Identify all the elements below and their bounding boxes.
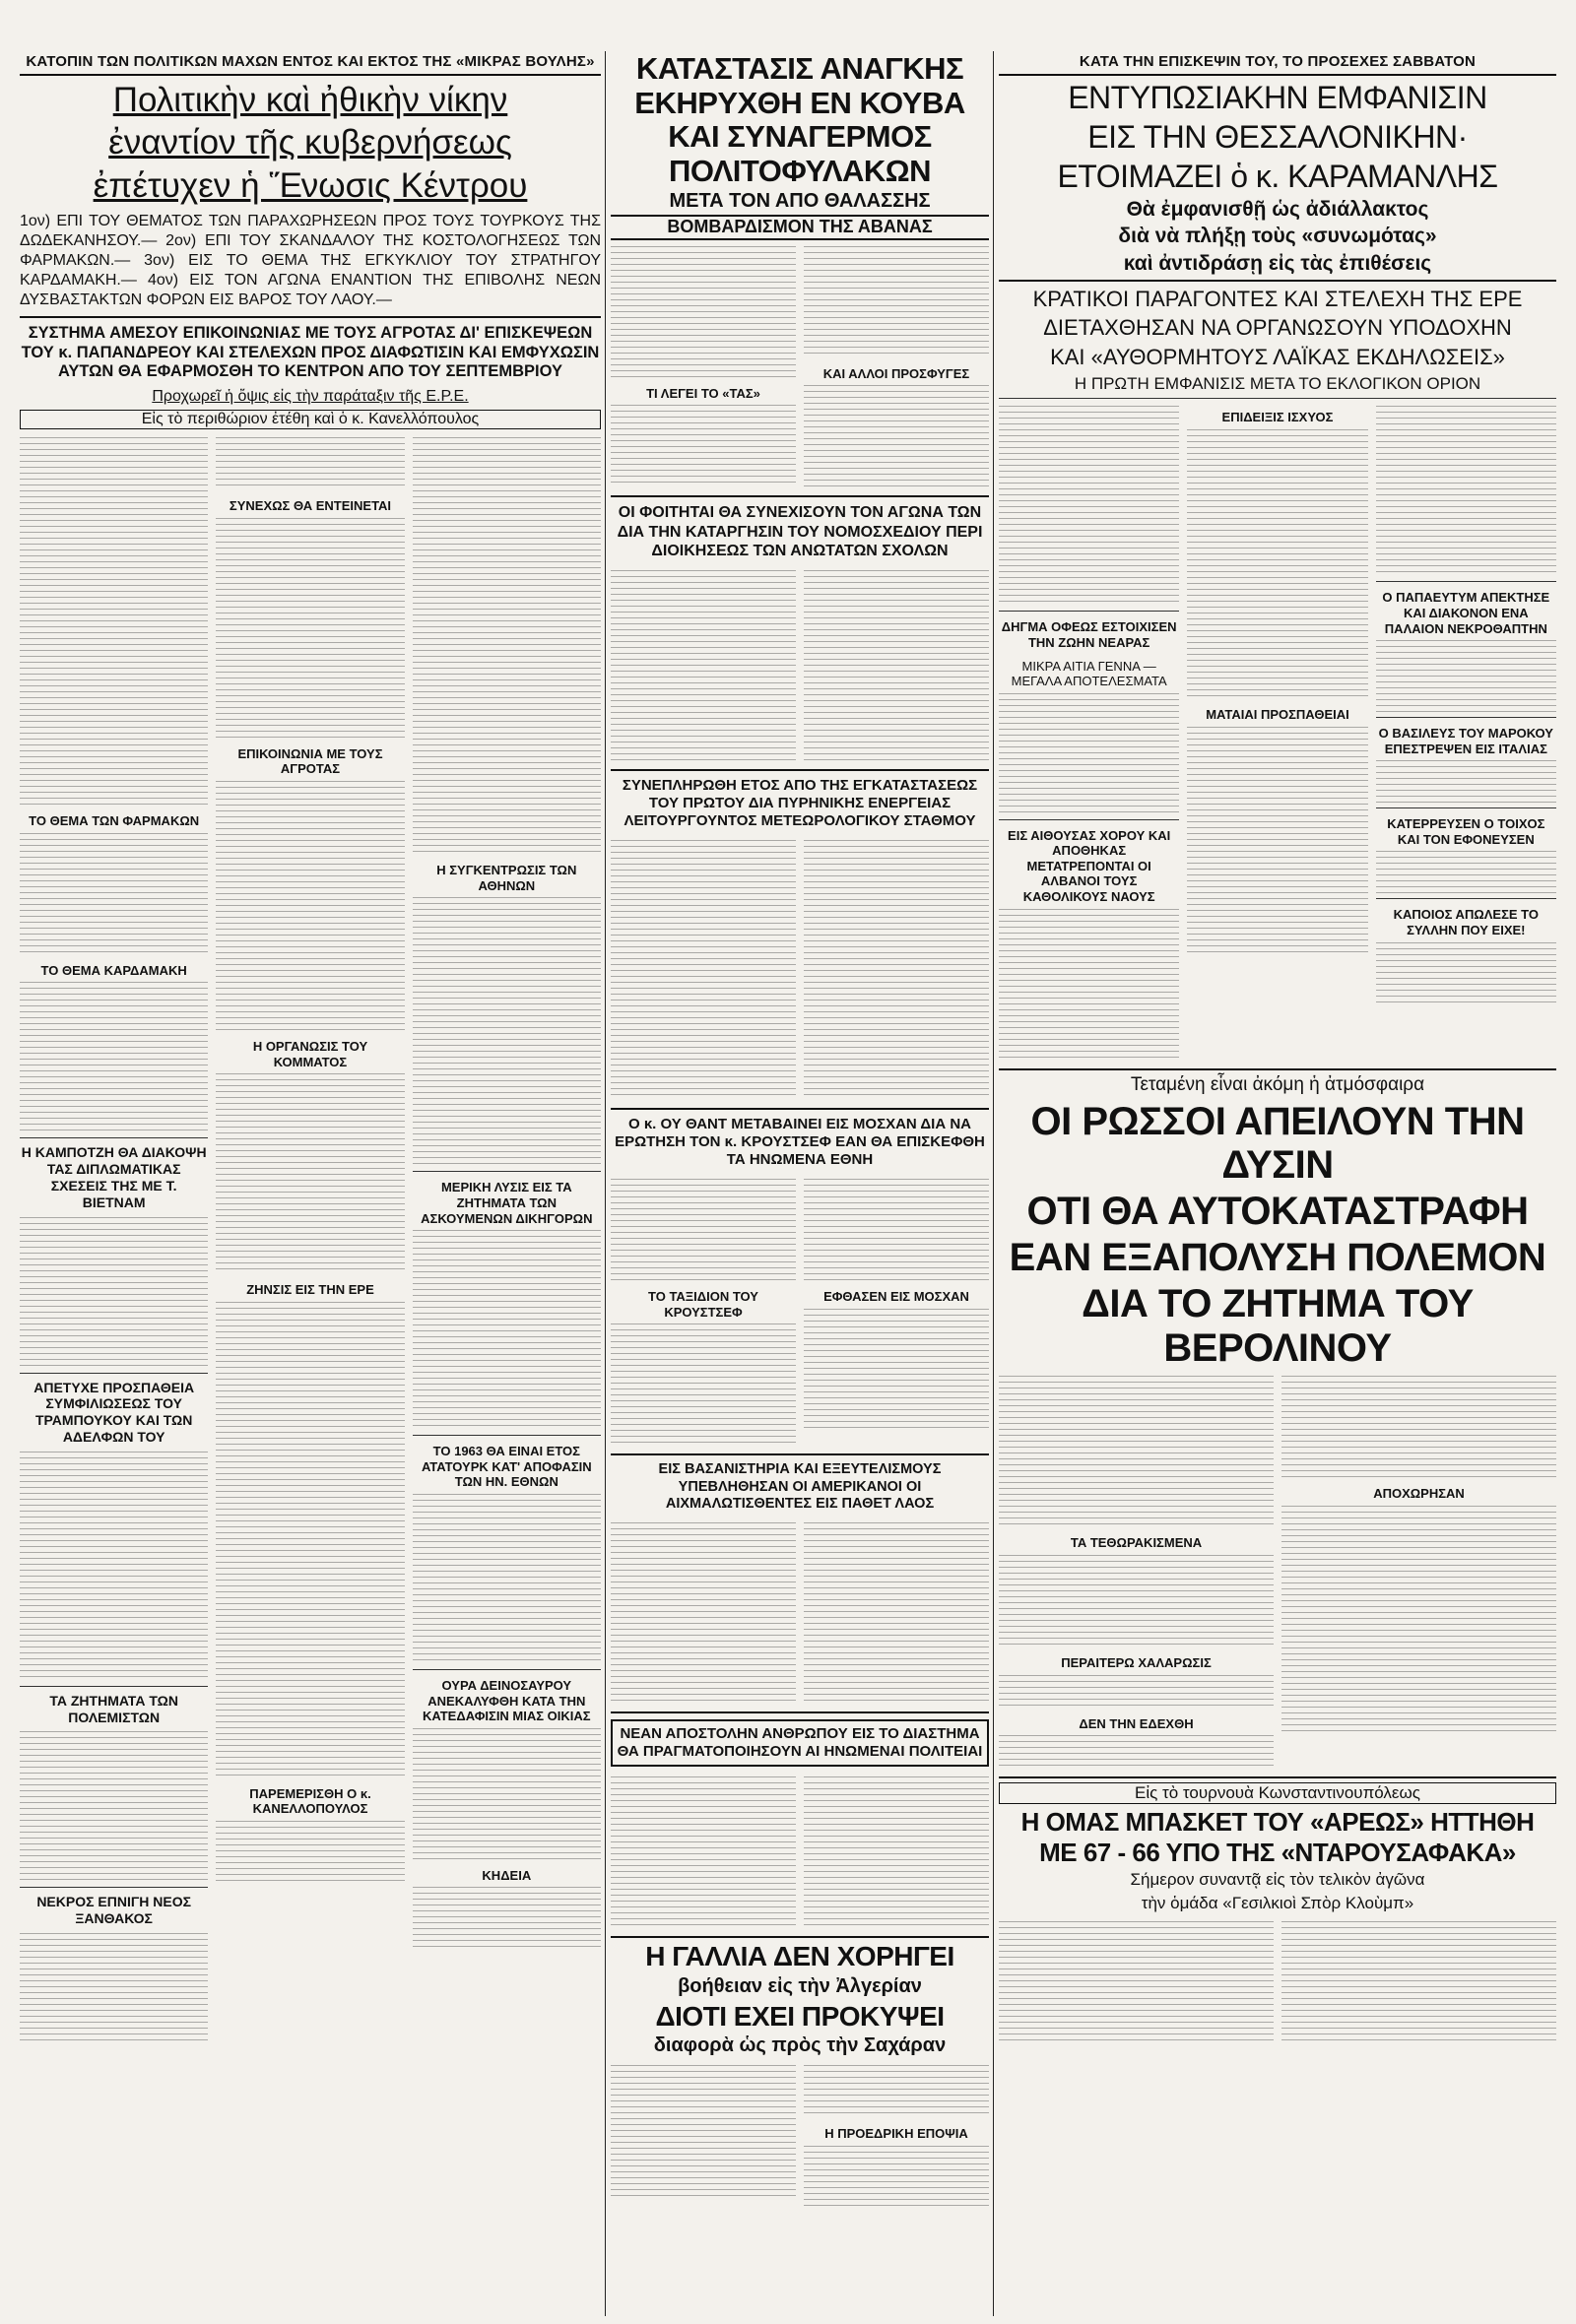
section-mataiai: ΜΑΤΑΙΑΙ ΠΡΟΣΠΑΘΕΙΑΙ [1206, 706, 1349, 722]
headline-trampoukou: ΑΠΕΤΥΧΕ ΠΡΟΣΠΑΘΕΙΑ ΣΥΜΦΙΛΙΩΣΕΩΣ ΤΟΥ ΤΡΑΜΠΟΥΚΟΥ ΚΑΙ ΤΩΝ ΑΔΕΛΦΩΝ ΤΟΥ [33, 1379, 195, 1446]
article-body [216, 518, 404, 739]
article-body [1281, 1376, 1556, 1478]
right-subcolumns-1 [999, 402, 1556, 1064]
headline-deinosaurou: ΟΥΡΑ ΔΕΙΝΟΣΑΥΡΟΥ ΑΝΕΚΑΛΥΦΘΗ ΚΑΤΑ ΤΗΝ ΚΑΤΕΔΑΦΙΣΙΝ ΜΙΑΣ ΟΙΚΙΑΣ [423, 1678, 591, 1724]
section-alloi-prosfyges: ΚΑΙ ΑΛΛΟΙ ΠΡΟΣΦΥΓΕΣ [822, 365, 970, 381]
article-body [413, 1230, 601, 1431]
section-farmakon: ΤΟ ΘΕΜΑ ΤΩΝ ΦΑΡΜΑΚΩΝ [29, 813, 200, 829]
headline-entyposiaki-2: ΕΙΣ ΤΗΝ ΘΕΣΣΑΛΟΝΙΚΗΝ· [1087, 118, 1468, 155]
right-subcolumns-2 [999, 1372, 1556, 1773]
headline-ataturk: ΤΟ 1963 ΘΑ ΕΙΝΑΙ ΕΤΟΣ ΑΤΑΤΟΥΡΚ ΚΑΤ' ΑΠΟΦΑΣΙΝ ΤΩΝ ΗΝ. ΕΘΝΩΝ [421, 1444, 592, 1490]
subhead-simeron-2: τὴν ὁμάδα «Γεσιλκιοὶ Σπὸρ Κλοὺμπ» [1141, 1894, 1414, 1913]
section-ere: ΖΗΝΣΙΣ ΕΙΣ ΤΗΝ ΕΡΕ [246, 1282, 374, 1298]
article-body [804, 385, 989, 487]
article-body [804, 246, 989, 358]
headline-rossoi-2: ΟΤΙ ΘΑ ΑΥΤΟΚΑΤΑΣΤΡΑΦΗ [1026, 1190, 1529, 1234]
subhead-vomvardismon: ΒΟΜΒΑΡΔΙΣΜΟΝ ΤΗΣ ΑΒΑΝΑΣ [611, 215, 989, 240]
headline-toixos: ΚΑΤΕΡΡΕΥΣΕΝ Ο ΤΟΙΧΟΣ ΚΑΙ ΤΟΝ ΕΦΟΝΕΥΣΕΝ [1387, 816, 1545, 847]
article-body [20, 1217, 208, 1369]
section-efthasen: ΕΦΘΑΣΕΝ ΕΙΣ ΜΟΣΧΑΝ [823, 1288, 969, 1304]
section-kideia: ΚΗΔΕΙΑ [482, 1867, 532, 1883]
article-body [216, 437, 404, 490]
subhead-proti-emfanisis: Η ΠΡΩΤΗ ΕΜΦΑΝΙΣΙΣ ΜΕΤΑ ΤΟ ΕΚΛΟΓΙΚΟΝ ΟΡΙΟΝ [1074, 374, 1481, 394]
article-body [999, 1675, 1274, 1709]
headline-kapoios: ΚΑΠΟΙΟΣ ΑΠΩΛΕΣΕ ΤΟ ΣΥΛΛΗΝ ΠΟΥ ΕΙΧΕ! [1393, 907, 1539, 938]
article-body [804, 1309, 989, 1431]
subhead-meta-ton: ΜΕΤΑ ΤΟΝ ΑΠΟ ΘΑΛΑΣΣΗΣ [669, 190, 931, 213]
headline-kratikoi-3: ΚΑΙ «ΑΥΘΟΡΜΗΤΟΥΣ ΛΑΪΚΑΣ ΕΚΔΗΛΩΣΕΙΣ» [1050, 344, 1505, 369]
section-taxidion-krouststef: ΤΟ ΤΑΞΙΔΙΟΝ ΤΟΥ ΚΡΟΥΣΤΣΕΦ [648, 1288, 758, 1320]
headline-aithousas: ΕΙΣ ΑΙΘΟΥΣΑΣ ΧΟΡΟΥ ΚΑΙ ΑΠΟΘΗΚΑΣ ΜΕΤΑΤΡΕΠΟΝΤΑΙ ΟΙ ΑΛΒΑΝΟΙ ΤΟΥΣ ΚΑΘΟΛΙΚΟΥΣ ΝΑΟΥΣ [1008, 827, 1171, 905]
subhead-tournoua: Εἰς τὸ τουρνουὰ Κωνσταντινουπόλεως [999, 1782, 1556, 1804]
headline-katastasis-3: ΚΑΙ ΣΥΝΑΓΕΡΜΟΣ [668, 119, 932, 155]
article-body [611, 246, 796, 378]
headline-xanthakos: ΝΕΚΡΟΣ ΕΠΝΙΓΗ ΝΕΟΣ ΞΑΝΘΑΚΟΣ [36, 1894, 191, 1927]
headline-gallia-2: βοήθειαν εἰς τὴν Ἀλγερίαν [678, 1974, 922, 1997]
subhead-proxorei: Προχωρεῖ ἡ ὄψις εἰς τὴν παράταξιν τῆς Ε.Ρ.Ε. [152, 388, 469, 406]
subhead-tetamenh: Τεταμένη εἶναι ἀκόμη ἡ ἀτμόσφαιρα [1130, 1073, 1425, 1095]
headline-katastasis-1: ΚΑΤΑΣΤΑΣΙΣ ΑΝΑΓΚΗΣ [635, 51, 964, 86]
section-organosis: Η ΟΡΓΑΝΩΣΙΣ ΤΟΥ ΚΟΜΜΑΤΟΣ [252, 1039, 368, 1069]
headline-entyposiaki-1: ΕΝΤΥΠΩΣΙΑΚΗΝ ΕΜΦΑΝΙΣΙΝ [1068, 80, 1487, 115]
headline-foitites: ΟΙ ΦΟΙΤΗΤΑΙ ΘΑ ΣΥΝΕΧΙΣΟΥΝ ΤΟΝ ΑΓΩΝΑ ΤΩΝ ΔΙΑ ΤΗΝ ΚΑΤΑΡΓΗΣΙΝ ΤΟΥ ΝΟΜΟΣΧΕΔΙΟΥ ΠΕΡΙ ΔΙΟΙΚΗΣΕΩΣ ΤΩΝ ΑΝΩΤΑΤΩΝ ΣΧΟΛΩΝ [617, 504, 983, 559]
headline-katastasis-4: ΠΟΛΙΤΟΦΥΛΑΚΩΝ [668, 153, 932, 188]
kicker-episkepsin: ΚΑΤΑ ΤΗΝ ΕΠΙΣΚΕΨΙΝ ΤΟΥ, ΤΟ ΠΡΟΣΕΧΕΣ ΣΑΒΒΑΤΟΝ [1079, 53, 1477, 70]
list-points: 1ον) ΕΠΙ ΤΟΥ ΘΕΜΑΤΟΣ ΤΩΝ ΠΑΡΑΧΩΡΗΣΕΩΝ ΠΡΟΣ ΤΟΥΣ ΤΟΥΡΚΟΥΣ ΤΗΣ ΔΩΔΕΚΑΝΗΣΟΥ.— 2ον) ΕΠΙ ΤΟΥ ΣΚΑΝΔΑΛΟΥ ΤΗΣ ΚΟΣΤΟΛΟΓΗΣΕΩΣ ΤΩΝ ΦΑΡΜΑΚΩΝ.— 3ον) ΕΙΣ ΤΟ ΘΕΜΑ ΤΗΣ ΕΓΚΥΚΛΙΟΥ ΤΟΥ ΣΤΡΑΤΗΓΟΥ ΚΑΡΔΑΜΑΚΗ.— 4ον) ΕΙΣ ΤΟΝ ΑΓΩΝΑ ΕΝΑΝΤΙΟΝ ΤΗΣ ΕΠΙΒΟΛΗΣ ΝΕΩΝ ΔΥΣΒΑΣΤΑΚΤΩΝ ΦΟΡΩΝ ΕΙΣ ΒΑΡΟΣ ΤΟΥ ΛΑΟΥ.— [20, 212, 601, 308]
left-subcol-c [413, 433, 601, 2049]
section-apoxorisan: ΑΠΟΧΩΡΗΣΑΝ [1373, 1486, 1465, 1502]
section-edexthi: ΔΕΝ ΤΗΝ ΕΔΕΧΘΗ [1079, 1715, 1194, 1731]
headline-kratikoi-1: ΚΡΑΤΙΚΟΙ ΠΑΡΑΓΟΝΤΕΣ ΚΑΙ ΣΤΕΛΕΧΗ ΤΗΣ ΕΡΕ [1032, 286, 1523, 311]
headline-ou-thant: Ο κ. ΟΥ ΘΑΝΤ ΜΕΤΑΒΑΙΝΕΙ ΕΙΣ ΜΟΣΧΑΝ ΔΙΑ ΝΑ ΕΡΩΤΗΣΗ ΤΟΝ κ. ΚΡΟΥΣΤΣΕΦ ΕΑΝ ΘΑ ΕΠΙΣΚΕΦΘΗ ΤΑ ΗΝΩΜΕΝΑ ΕΘΝΗ [615, 1115, 985, 1168]
headline-katastasis-2: ΕΚΗΡΥΧΘΗ ΕΝ ΚΟΥΒΑ [634, 85, 965, 120]
section-synexos: ΣΥΝΕΧΩΣ ΘΑ ΕΝΤΕΙΝΕΤΑΙ [229, 498, 392, 514]
article-body [413, 1887, 601, 1950]
headline-digma: ΔΗΓΜΑ ΟΦΕΩΣ ΕΣΤΟΙΧΙΣΕΝ ΤΗΝ ΖΩΗΝ ΝΕΑΡΑΣ [1001, 619, 1177, 650]
section-synkentrosis: Η ΣΥΓΚΕΝΤΡΩΣΙΣ ΤΩΝ ΑΘΗΝΩΝ [436, 863, 577, 893]
section-epideixis: ΕΠΙΔΕΙΞΙΣ ΙΣΧΥΟΣ [1221, 410, 1334, 425]
headline-systima: ΣΥΣΤΗΜΑ ΑΜΕΣΟΥ ΕΠΙΚΟΙΝΩΝΙΑΣ ΜΕ ΤΟΥΣ ΑΓΡΟΤΑΣ ΔΙ' ΕΠΙΣΚΕΨΕΩΝ ΤΟΥ κ. ΠΑΠΑΝΔΡΕΟΥ ΚΑΙ ΣΤΕΛΕΧΩΝ ΠΡΟΣ ΔΙΑΦΩΤΙΣΙΝ ΚΑΙ ΕΜΦΥΧΩΣΙΝ ΑΥΤΩΝ ΘΑ ΕΦΑΡΜΟΣΘΗ ΤΟ ΚΕΝΤΡΟΝ ΑΠΟ ΤΟΥ ΣΕΠΤΕΜΒΡΙΟΥ [21, 323, 600, 381]
article-body [999, 693, 1179, 815]
article-body [413, 437, 601, 855]
article-body [611, 2065, 796, 2197]
article-body [1376, 406, 1556, 577]
subhead-adiallaktos-2: διὰ νὰ πλήξῃ τοὺς «συνωμότας» [1118, 225, 1437, 248]
article-body [999, 1376, 1274, 1527]
article-body [20, 437, 208, 806]
headline-rossoi-3: ΕΑΝ ΕΞΑΠΟΛΥΣΗ ΠΟΛΕΜΟΝ [1009, 1236, 1546, 1280]
headline-kratikoi-2: ΔΙΕΤΑΧΘΗΣΑΝ ΝΑ ΟΡΓΑΝΩΣΟΥΝ ΥΠΟΔΟΧΗΝ [1043, 315, 1512, 341]
section-agrotas: ΕΠΙΚΟΙΝΩΝΙΑ ΜΕ ΤΟΥΣ ΑΓΡΟΤΑΣ [237, 745, 383, 777]
article-body [20, 982, 208, 1133]
article-body [999, 1921, 1274, 2043]
article-body [413, 1494, 601, 1665]
middle-subcolumns-1 [611, 242, 989, 492]
left-column [20, 51, 601, 2316]
article-body [999, 406, 1179, 607]
headline-mpasket-2: ΜΕ 67 - 66 ΥΠΟ ΤΗΣ «ΝΤΑΡΟΥΣΑΦΑΚΑ» [1039, 1837, 1516, 1867]
headline-gallia-4: διαφορὰ ὡς πρὸς τὴν Σαχάραν [653, 2034, 947, 2057]
headline-rossoi-1: ΟΙ ΡΩΣΣΟΙ ΑΠΕΙΛΟΥΝ ΤΗΝ ΔΥΣΙΝ [1030, 1099, 1525, 1188]
headline-mpasket-1: Η ΟΜΑΣ ΜΠΑΣΚΕΤ ΤΟΥ «ΑΡΕΩΣ» ΗΤΤΗΘΗ [1020, 1807, 1535, 1838]
section-tass: ΤΙ ΛΕΓΕΙ ΤΟ «ΤΑΣ» [646, 385, 760, 401]
headline-vasilevs-marokou: Ο ΒΑΣΙΛΕΥΣ ΤΟΥ ΜΑΡΟΚΟΥ ΕΠΕΣΤΡΕΨΕΝ ΕΙΣ ΙΤΑΛΙΑΣ [1378, 726, 1553, 756]
headline-politiki-niki-1: Πολιτικὴν καὶ ἠθικὴν νίκην [112, 81, 508, 119]
article-body [611, 840, 796, 1100]
kicker-politikon-maxon: ΚΑΤΟΠΙΝ ΤΩΝ ΠΟΛΙΤΙΚΩΝ ΜΑΧΩΝ ΕΝΤΟΣ ΚΑΙ ΕΚΤΟΣ ΤΗΣ «ΜΙΚΡΑΣ ΒΟΥΛΗΣ» [26, 53, 595, 70]
article-body [1376, 760, 1556, 804]
article-body [20, 833, 208, 955]
article-body [216, 1073, 404, 1274]
left-subcolumns [20, 433, 601, 2049]
article-body [1376, 942, 1556, 1005]
article-body [216, 1302, 404, 1778]
middle-column [611, 51, 989, 2316]
article-body [611, 1179, 796, 1281]
article-body [611, 1776, 796, 1928]
article-body [804, 1179, 989, 1281]
article-body [1376, 851, 1556, 894]
section-proedriki: Η ΠΡΟΕΔΡΙΚΗ ΕΠΟΨΙΑ [824, 2126, 968, 2142]
section-kanellopoulos: ΠΑΡΕΜΕΡΙΣΘΗ Ο κ. ΚΑΝΕΛΛΟΠΟΥΛΟΣ [249, 1785, 371, 1817]
article-body [999, 909, 1179, 1061]
headline-gallia-3: ΔΙΟΤΙ ΕΧΕΙ ΠΡΟΚΥΨΕΙ [655, 2000, 945, 2032]
article-body [804, 2065, 989, 2118]
article-body [413, 1728, 601, 1860]
headline-politiki-niki-3: ἐπέτυχεν ἡ Ἕνωσις Κέντρου [93, 165, 528, 205]
article-body [804, 1776, 989, 1928]
headline-meriki-lysis: ΜΕΡΙΚΗ ΛΥΣΙΣ ΕΙΣ ΤΑ ΖΗΤΗΜΑΤΑ ΤΩΝ ΑΣΚΟΥΜΕΝΩΝ ΔΙΚΗΓΟΡΩΝ [421, 1180, 593, 1226]
section-peraitero: ΠΕΡΑΙΤΕΡΩ ΧΑΛΑΡΩΣΙΣ [1061, 1655, 1212, 1671]
middle-subcol-a [611, 242, 796, 492]
article-body [216, 1821, 404, 1884]
headline-metewrologikou: ΣΥΝΕΠΛΗΡΩΘΗ ΕΤΟΣ ΑΠΟ ΤΗΣ ΕΓΚΑΤΑΣΤΑΣΕΩΣ ΤΟΥ ΠΡΩΤΟΥ ΔΙΑ ΠΥΡΗΝΙΚΗΣ ΕΝΕΡΓΕΙΑΣ ΛΕΙΤΟΥΡΓΟΥΝΤΟΣ ΜΕΤΕΩΡΟΛΟΓΙΚΟΥ ΣΤΑΘΜΟΥ [622, 776, 978, 829]
article-body [20, 1452, 208, 1682]
article-body [611, 1522, 796, 1704]
headline-vasanistiria: ΕΙΣ ΒΑΣΑΝΙΣΤΗΡΙΑ ΚΑΙ ΕΞΕΥΤΕΛΙΣΜΟΥΣ ΥΠΕΒΛΗΘΗΣΑΝ ΟΙ ΑΜΕΡΙΚΑΝΟΙ ΟΙ ΑΙΧΜΑΛΩΤΙΣΘΕΝΤΕΣ ΕΙΣ ΠΑΘΕΤ ΛΑΟΣ [658, 1461, 942, 1512]
article-body [804, 1522, 989, 1704]
article-body [1376, 640, 1556, 713]
article-body [611, 570, 796, 761]
article-body [1281, 1506, 1556, 1736]
subhead-simeron-1: Σήμερον συναντᾷ εἰς τὸν τελικὸν ἀγῶνα [1130, 1870, 1425, 1890]
article-body [804, 570, 989, 761]
article-body [999, 1555, 1274, 1647]
left-subcol-a [20, 433, 208, 2049]
article-body [216, 781, 404, 1031]
article-body [20, 1933, 208, 2045]
article-body [611, 1323, 796, 1446]
headline-politiki-niki-2: ἐναντίον τῆς κυβερνήσεως [108, 123, 512, 162]
middle-subcol-b [804, 242, 989, 492]
subhead-adiallaktos-3: καὶ ἀντιδράσῃ εἰς τὰς ἐπιθέσεις [1123, 251, 1432, 275]
right-column [999, 51, 1556, 2316]
headline-nea-apostoli: ΝΕΑΝ ΑΠΟΣΤΟΛΗΝ ΑΝΘΡΩΠΟΥ ΕΙΣ ΤΟ ΔΙΑΣΤΗΜΑ ΘΑ ΠΡΑΓΜΑΤΟΠΟΙΗΣΟΥΝ ΑΙ ΗΝΩΜΕΝΑΙ ΠΟΛΙΤΕΙΑΙ [611, 1719, 989, 1767]
section-kardamaki: ΤΟ ΘΕΜΑ ΚΑΡΔΑΜΑΚΗ [40, 962, 187, 978]
article-body [999, 1735, 1274, 1769]
article-body [1187, 727, 1367, 957]
article-body [611, 405, 796, 487]
subhead-adiallaktos-1: Θὰ ἐμφανισθῇ ὡς ἀδιάλλακτος [1126, 198, 1429, 222]
newspaper-page [12, 51, 1564, 2316]
headline-papaeutym: Ο ΠΑΠΑΕΥΤΥΜ ΑΠΕΚΤΗΣΕ ΚΑΙ ΔΙΑΚΟΝΟΝ ΕΝΑ ΠΑΛΑΙΟΝ ΝΕΚΡΟΘΑΠΤΗΝ [1382, 590, 1550, 636]
article-body [804, 840, 989, 1100]
article-body [1281, 1921, 1556, 2043]
section-tethorakismena: ΤΑ ΤΕΘΩΡΑΚΙΣΜΕΝΑ [1070, 1535, 1203, 1551]
headline-gallia-1: Η ΓΑΛΛΙΑ ΔΕΝ ΧΟΡΗΓΕΙ [645, 1941, 954, 1972]
left-subcol-b [216, 433, 404, 2049]
article-body [413, 897, 601, 1167]
article-body [20, 1731, 208, 1883]
article-body [1187, 429, 1367, 699]
headline-mikra-aitia: ΜΙΚΡΑ ΑΙΤΙΑ ΓΕΝΝΑ — ΜΕΓΑΛΑ ΑΠΟΤΕΛΕΣΜΑΤΑ [1011, 658, 1167, 689]
article-body [804, 2146, 989, 2209]
subhead-kanellopoulos: Εἰς τὸ περιθώριον ἐτέθη καὶ ὁ κ. Κανελλόπουλος [20, 410, 601, 429]
headline-entyposiaki-3: ΕΤΟΙΜΑΖΕΙ ὁ κ. ΚΑΡΑΜΑΝΛΗΣ [1057, 158, 1498, 194]
headline-polemiston: ΤΑ ΖΗΤΗΜΑΤΑ ΤΩΝ ΠΟΛΕΜΙΣΤΩΝ [49, 1692, 178, 1725]
headline-rossoi-4: ΔΙΑ ΤΟ ΖΗΤΗΜΑ ΤΟΥ ΒΕΡΟΛΙΝΟΥ [1082, 1281, 1474, 1370]
headline-kampotzi: Η ΚΑΜΠΟΤΖΗ ΘΑ ΔΙΑΚΟΨΗ ΤΑΣ ΔΙΠΛΩΜΑΤΙΚΑΣ ΣΧΕΣΕΙΣ ΤΗΣ ΜΕ Τ. ΒΙΕΤΝΑΜ [21, 1144, 207, 1210]
